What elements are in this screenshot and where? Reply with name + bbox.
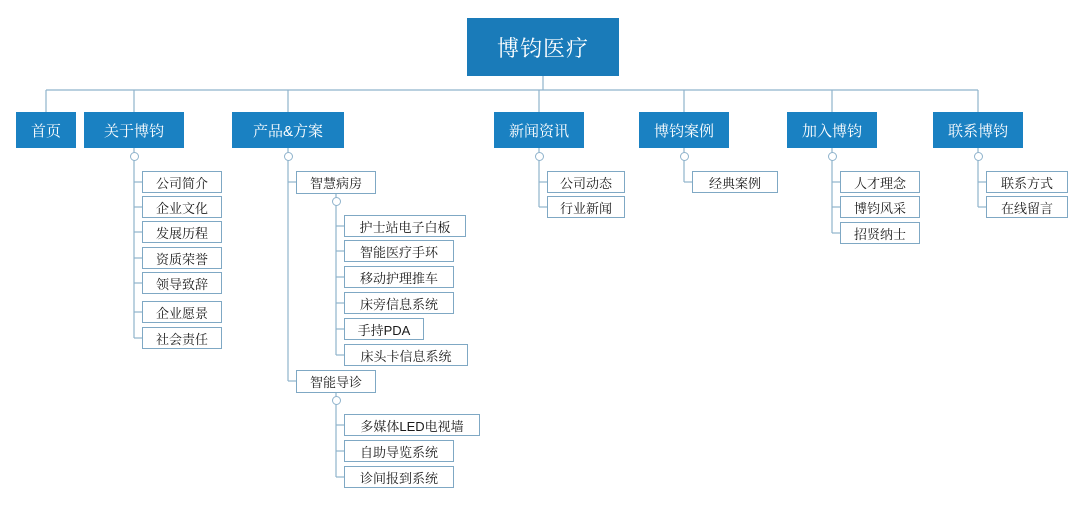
nav-item-about-label: 关于博钧 [103,122,164,140]
join-child-talent-philosophy[interactable] [840,171,920,193]
contact-child-contact-info[interactable] [986,171,1068,193]
smart-ward-child-handheld-pda[interactable] [344,318,424,340]
products-child-smart-ward[interactable] [296,171,376,194]
collapse-toggle-contact[interactable] [974,152,983,161]
join-child-company-style-label: 博钧风采 [853,200,906,216]
smart-ward-child-bedhead-card[interactable] [344,344,468,366]
products-child-smart-ward-label: 智慧病房 [309,176,362,191]
about-child-culture-label: 企业文化 [155,200,208,216]
about-child-vision[interactable] [142,301,222,323]
about-child-responsibility[interactable] [142,327,222,349]
smart-guide-child-led-wall[interactable] [344,414,480,436]
about-child-company-profile-label: 公司简介 [155,175,208,191]
smart-ward-child-bedside-system[interactable] [344,292,454,314]
nav-item-home[interactable] [16,112,76,148]
news-child-company-news-label: 公司动态 [559,175,612,191]
about-child-honors[interactable] [142,247,222,269]
join-child-recruitment-label: 招贤纳士 [853,226,906,242]
smart-guide-child-self-tour-label: 自助导览系统 [359,444,438,460]
collapse-toggle-join[interactable] [828,152,837,161]
smart-ward-child-nurse-board-label: 护士站电子白板 [359,219,451,235]
nav-item-contact-label: 联系博钧 [947,122,1008,140]
smart-ward-child-nurse-board[interactable] [344,215,466,237]
news-child-industry-news-label: 行业新闻 [559,200,612,216]
nav-item-home-label: 首页 [30,122,61,140]
nav-item-products[interactable] [232,112,344,148]
smart-guide-child-led-wall-label: 多媒体LED电视墙 [360,418,464,434]
join-child-talent-philosophy-label: 人才理念 [853,175,906,191]
about-child-history-label: 发展历程 [155,225,208,241]
contact-child-online-message-label: 在线留言 [1000,200,1053,216]
collapse-toggle-about[interactable] [130,152,139,161]
collapse-toggle-smart-ward[interactable] [332,197,341,206]
about-child-honors-label: 资质荣誉 [155,251,208,267]
nav-item-about[interactable] [84,112,184,148]
nav-item-cases[interactable] [639,112,729,148]
cases-child-classic-cases-label: 经典案例 [708,175,761,191]
root-node-label: 博钧医疗 [496,35,589,61]
nav-item-news-label: 新闻资讯 [508,122,569,140]
about-child-culture[interactable] [142,196,222,218]
contact-child-online-message[interactable] [986,196,1068,218]
smart-guide-child-checkin[interactable] [344,466,454,488]
collapse-toggle-cases[interactable] [680,152,689,161]
nav-item-join-label: 加入博钧 [801,122,862,140]
nav-item-contact[interactable] [933,112,1023,148]
about-child-leader-speech[interactable] [142,272,222,294]
smart-ward-child-nursing-cart-label: 移动护理推车 [359,270,438,286]
cases-child-classic-cases[interactable] [692,171,778,193]
join-child-company-style[interactable] [840,196,920,218]
products-child-smart-guide[interactable] [296,370,376,393]
smart-ward-child-bedside-system-label: 床旁信息系统 [359,296,438,312]
root-node[interactable] [467,18,619,76]
nav-item-news[interactable] [494,112,584,148]
news-child-industry-news[interactable] [547,196,625,218]
nav-item-join[interactable] [787,112,877,148]
news-child-company-news[interactable] [547,171,625,193]
collapse-toggle-smart-guide[interactable] [332,396,341,405]
smart-ward-child-wristband[interactable] [344,240,454,262]
about-child-responsibility-label: 社会责任 [155,331,208,347]
nav-item-cases-label: 博钧案例 [653,122,714,140]
about-child-vision-label: 企业愿景 [155,305,208,321]
about-child-history[interactable] [142,221,222,243]
smart-guide-child-self-tour[interactable] [344,440,454,462]
collapse-toggle-news[interactable] [535,152,544,161]
smart-guide-child-checkin-label: 诊间报到系统 [359,470,438,486]
about-child-company-profile[interactable] [142,171,222,193]
smart-ward-child-handheld-pda-label: 手持PDA [357,322,411,338]
join-child-recruitment[interactable] [840,222,920,244]
nav-item-products-label: 产品&方案 [252,122,323,140]
products-child-smart-guide-label: 智能导诊 [309,375,362,390]
smart-ward-child-bedhead-card-label: 床头卡信息系统 [360,348,452,364]
about-child-leader-speech-label: 领导致辞 [155,276,208,292]
contact-child-contact-info-label: 联系方式 [1000,175,1053,191]
smart-ward-child-nursing-cart[interactable] [344,266,454,288]
smart-ward-child-wristband-label: 智能医疗手环 [359,244,438,260]
collapse-toggle-products[interactable] [284,152,293,161]
